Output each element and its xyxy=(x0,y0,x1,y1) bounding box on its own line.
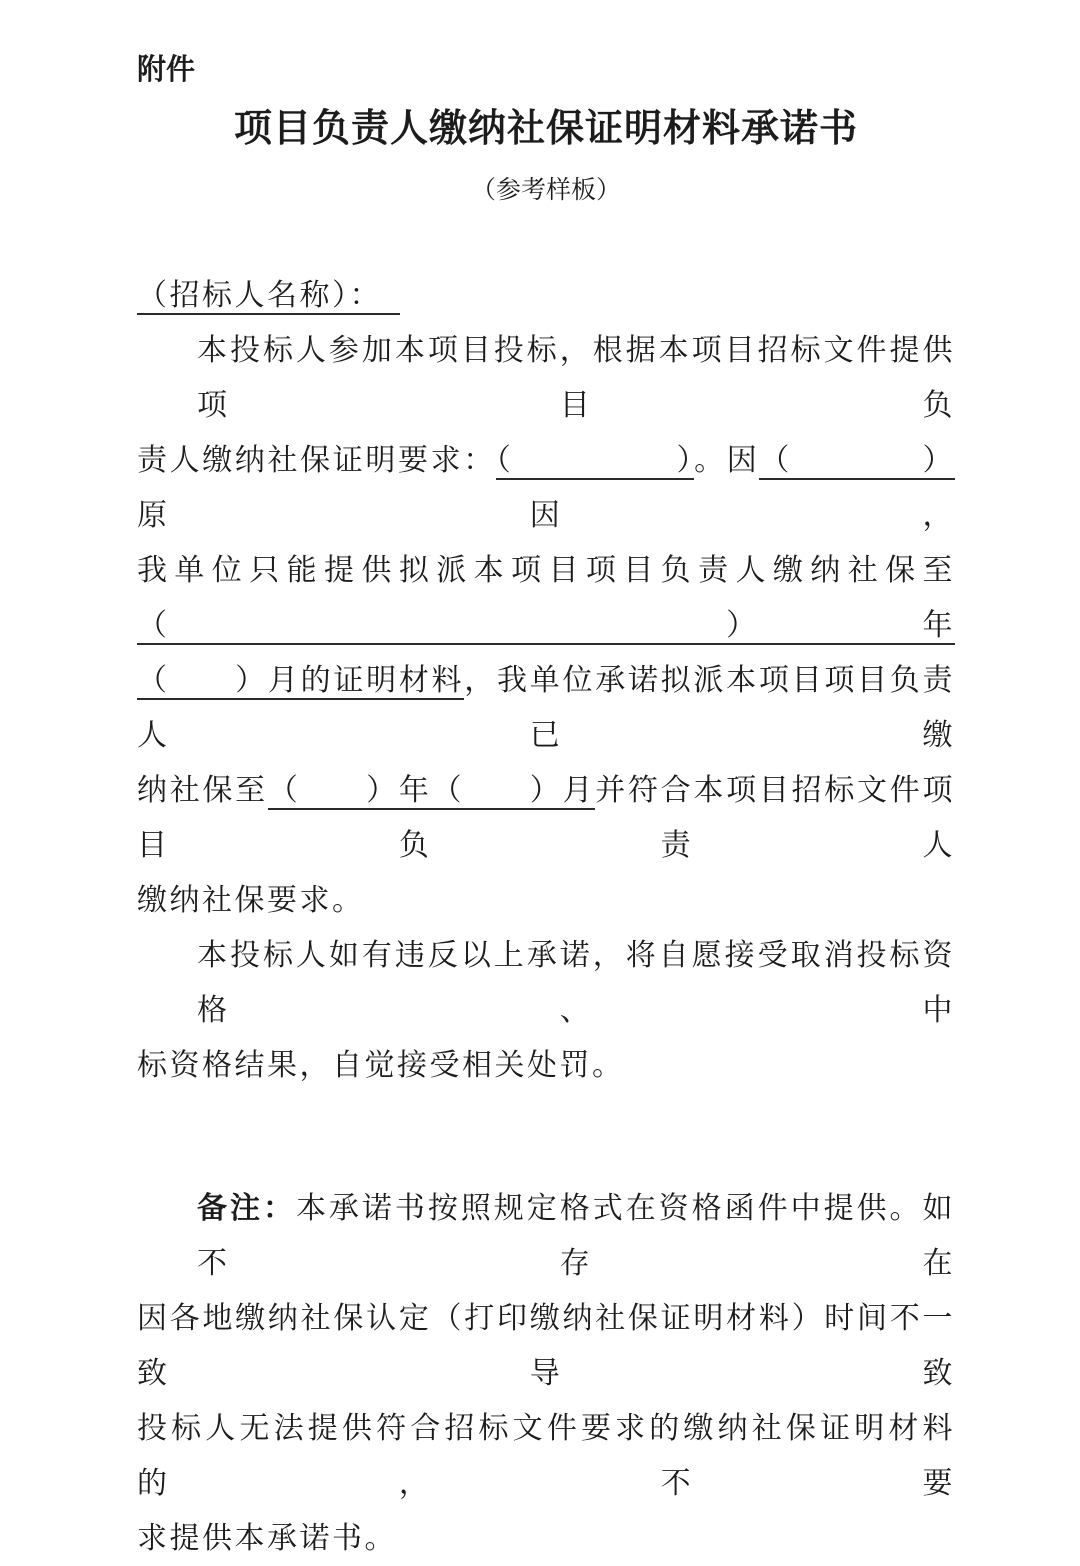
text-segment: 标资格结果，自觉接受相关处罚。 xyxy=(137,1049,625,1082)
text-line xyxy=(137,1291,955,1401)
text-line xyxy=(137,653,955,763)
text-segment: 投标人无法提供符合招标文件要求的缴纳社保证明材料的，不要 xyxy=(137,1412,955,1500)
fill-in-blank: （ ） xyxy=(759,444,955,480)
fill-in-blank: （ ）月的证明材料 xyxy=(137,664,464,700)
text-segment: 本投标人如有违反以上承诺，将自愿接受取消投标资格、中 xyxy=(197,939,955,1027)
text-segment: 因各地缴纳社保认定（打印缴纳社保证明材料）时间不一致导致 xyxy=(137,1302,955,1390)
fill-in-blank: （ ）年（ ）月 xyxy=(268,774,595,810)
document-subtitle: （参考样板） xyxy=(470,177,621,204)
fill-in-blank: （ ）年 xyxy=(137,609,955,645)
text-line xyxy=(137,268,955,323)
text-line xyxy=(137,1038,955,1093)
paragraph-commitment xyxy=(137,323,955,928)
text-line xyxy=(137,928,955,1038)
text-segment: 并符合本项目招标文件项目负责人 xyxy=(137,774,956,862)
text-line xyxy=(137,1181,955,1291)
text-line xyxy=(137,763,955,873)
text-segment: 缴纳社保要求。 xyxy=(137,884,365,917)
text-segment: 责人缴纳社保证明要求： xyxy=(137,444,496,477)
text-segment: 备注： xyxy=(197,1192,296,1225)
text-segment: 。因 xyxy=(694,444,760,477)
text-segment: 我单位只能提供拟派本项目项目负责人缴纳社保至 xyxy=(137,554,955,587)
fill-in-blank: （招标人名称）： xyxy=(137,279,400,315)
text-segment: 本承诺书按照规定格式在资格函件中提供。如不存在 xyxy=(197,1192,956,1280)
recipient-line xyxy=(137,268,955,323)
paragraph-penalty xyxy=(137,928,955,1093)
text-segment: 本投标人参加本项目投标，根据本项目招标文件提供项目负 xyxy=(197,334,955,422)
text-line xyxy=(137,543,955,653)
text-line xyxy=(137,1511,955,1566)
attachment-label: 附件 xyxy=(137,54,196,86)
text-line xyxy=(137,873,955,928)
text-line xyxy=(137,323,955,433)
text-segment: 原因， xyxy=(137,499,955,532)
text-segment: ，我单位承诺拟派本项目项目负责人已缴 xyxy=(137,664,956,752)
text-line xyxy=(137,1401,955,1511)
fill-in-blank: （ ） xyxy=(496,444,694,480)
text-segment: 求提供本承诺书。 xyxy=(137,1522,397,1555)
paragraph-remark xyxy=(137,1181,955,1566)
text-line xyxy=(137,433,955,543)
document-title: 项目负责人缴纳社保证明材料承诺书 xyxy=(233,108,858,150)
text-segment: 纳社保至 xyxy=(137,774,268,807)
